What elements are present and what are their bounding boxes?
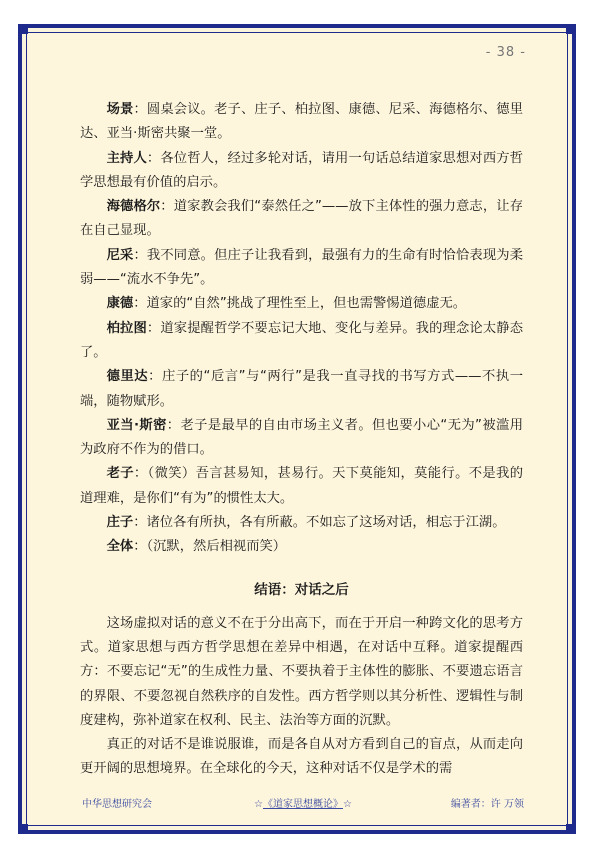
speech-text: ：庄子的“卮言”与“两行”是我一直寻找的书写方式——不执一端，随物赋形。 xyxy=(80,369,523,409)
star-icon: ☆ xyxy=(254,799,263,810)
document-body xyxy=(80,98,523,782)
dialogue-line xyxy=(80,511,523,535)
speaker-name: 德里达 xyxy=(106,369,149,385)
speech-text: ：（微笑）吾言甚易知，甚易行。天下莫能知，莫能行。不是我的道理难，是你们“有为”的惯性太大。 xyxy=(80,466,524,506)
speech-text: ：各位哲人，经过多轮对话，请用一句话总结道家思想对西方哲学思想最有价值的启示。 xyxy=(80,150,524,190)
dialogue-line xyxy=(80,462,523,511)
speech-text: ：诸位各有所执，各有所蔽。不如忘了这场对话，相忘于江湖。 xyxy=(133,515,506,531)
speaker-name: 庄子 xyxy=(106,515,134,531)
footer-author: 编著者：许 万领 xyxy=(450,799,524,810)
frame-corner-top-left xyxy=(18,24,28,34)
body-paragraph: 真正的对话不是谁说服谁，而是各自从对方看到自己的盲点，从而走向更开阔的思想境界。在全球化的今天，这种对话不仅是学术的需 xyxy=(80,737,523,777)
speaker-name: 主持人 xyxy=(106,150,147,166)
frame-corner-bottom-right xyxy=(566,824,576,834)
page-footer xyxy=(82,795,524,811)
footer-organization: 中华思想研究会 xyxy=(82,799,152,810)
speech-text: ：道家教会我们“泰然任之”——放下主体性的强力意志，让存在自己显现。 xyxy=(80,199,523,239)
speech-text: ：圆桌会议。老子、庄子、柏拉图、康德、尼采、海德格尔、德里达、亚当·斯密共聚一堂。 xyxy=(80,102,524,142)
speaker-name: 康德 xyxy=(106,296,134,312)
speaker-name: 老子 xyxy=(106,466,134,482)
speech-text: ：道家的“自然”挑战了理性至上，但也需警惕道德虚无。 xyxy=(133,296,467,312)
dialogue-line xyxy=(80,414,523,463)
speaker-name: 亚当·斯密 xyxy=(106,417,167,433)
frame-corner-bottom-left xyxy=(18,824,28,834)
speech-text: ：道家提醒哲学不要忘记大地、变化与差异。我的理念论太静态了。 xyxy=(80,320,524,360)
dialogue-line xyxy=(80,535,523,559)
dialogue-line xyxy=(80,244,523,293)
dialogue-line xyxy=(80,317,523,366)
footer-title-link[interactable]: 《道家思想概论》 xyxy=(263,799,343,810)
speech-text: ：我不同意。但庄子让我看到，最强有力的生命有时恰恰表现为柔弱——“流水不争先”。 xyxy=(80,247,524,288)
dialogue-line xyxy=(80,147,523,196)
section-heading: 结语：对话之后 xyxy=(254,581,349,598)
dialogue-line xyxy=(80,292,523,316)
dialogue-line xyxy=(80,98,523,147)
speech-text: ：（沉默，然后相视而笑） xyxy=(133,539,287,555)
speaker-name: 全体 xyxy=(106,539,134,555)
star-icon: ☆ xyxy=(343,799,352,810)
dialogue-section xyxy=(80,98,523,560)
speaker-name: 尼采 xyxy=(106,247,134,263)
page-number: - 38 - xyxy=(485,45,526,60)
speaker-name: 场景 xyxy=(106,102,134,117)
speech-text: ：老子是最早的自由市场主义者。但也要小心“无为”被滥用为政府不作为的借口。 xyxy=(80,417,523,458)
body-paragraph: 这场虚拟对话的意义不在于分出高下，而在于开启一种跨文化的思考方式。道家思想与西方哲学思想在差异中相遇，在对话中互释。道家提醒西方：不要忘记“无”的生成性力量、不要执着于主体性的膨胀、不要遗忘语言的界限、不要忽视自然秩序的自发性。西方哲学则以其分析性、逻辑性与制度建构，弥补道家在权利、民主、法治等方面的沉默。 xyxy=(80,615,523,728)
frame-corner-top-right xyxy=(566,24,576,34)
dialogue-line xyxy=(80,195,523,244)
speaker-name: 柏拉图 xyxy=(106,320,147,336)
dialogue-line xyxy=(80,365,523,414)
speaker-name: 海德格尔 xyxy=(106,199,161,215)
